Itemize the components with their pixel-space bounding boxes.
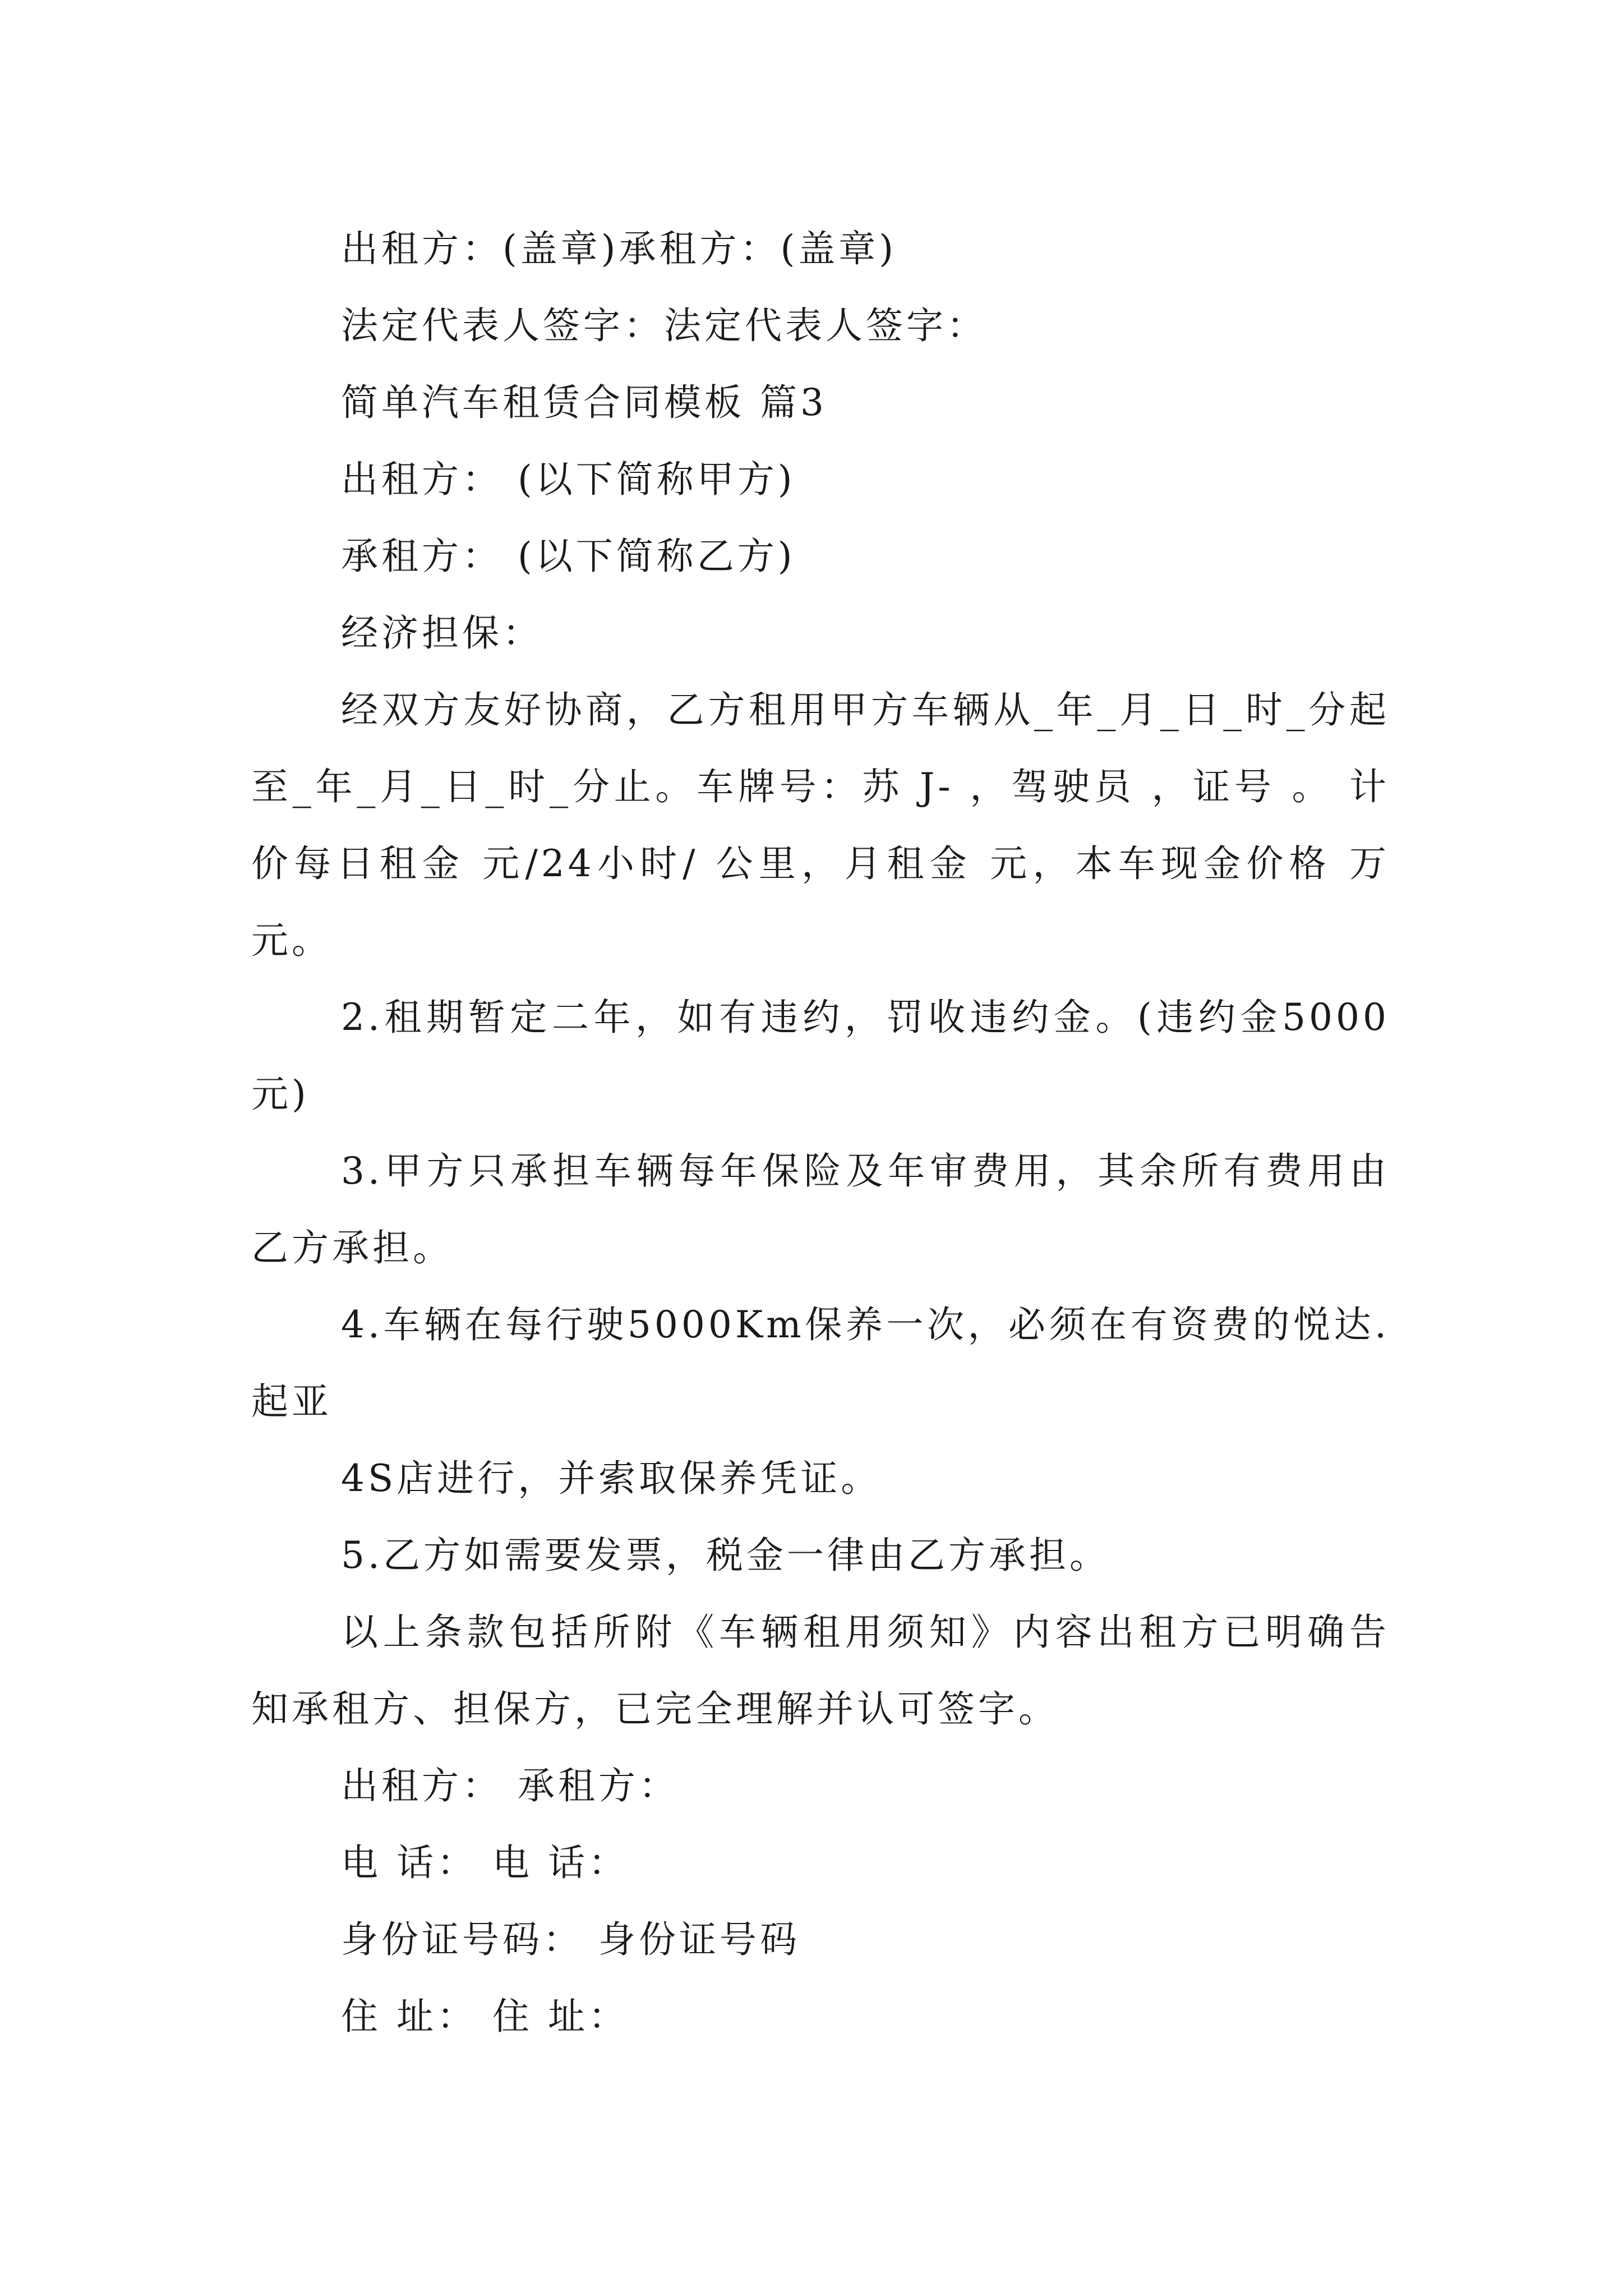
clause-4-continued: 4S店进行，并索取保养凭证。 [341,1457,882,1500]
lessor-party-line: 出租方： (以下简称甲方) [341,458,796,501]
clause-2: 2.租期暂定二年，如有违约，罚收违约金。(违约金5000元) [251,996,1390,1116]
signature-parties-line: 出租方： 承租方： [341,1764,679,1807]
lessor-seal-line: 出租方：(盖章)承租方：(盖章) [341,227,897,270]
address-line: 住 址： 住 址： [341,1995,629,2038]
legal-representative-signature-line: 法定代表人签字：法定代表人签字： [341,304,987,347]
guarantee-line: 经济担保： [341,611,543,655]
document-body [251,210,1390,2055]
lessee-party-line: 承租方： (以下简称乙方) [341,535,796,578]
clause-5: 5.乙方如需要发票，税金一律由乙方承担。 [341,1534,1110,1577]
section-title: 简单汽车租赁合同模板 篇3 [341,381,827,424]
clause-4: 4.车辆在每行驶5000Km保养一次，必须在有资费的悦达.起亚 [251,1303,1390,1423]
rental-terms-paragraph: 经双方友好协商，乙方租用甲方车辆从_年_月_日_时_分起至_年_月_日_时_分止。车牌号：苏 J- ，驾驶员 ，证号 。 计价每日租金 元/24小时/ 公里，月租金 元，本车现金价格 万元。 [251,688,1390,962]
acknowledgement-paragraph: 以上条款包括所附《车辆租用须知》内容出租方已明确告知承租方、担保方，已完全理解并认可签字。 [251,1611,1390,1731]
clause-3: 3.甲方只承担车辆每年保险及年审费用，其余所有费用由乙方承担。 [251,1149,1390,1269]
phone-line: 电 话： 电 话： [341,1841,629,1884]
id-number-line: 身份证号码： 身份证号码 [341,1918,800,1961]
